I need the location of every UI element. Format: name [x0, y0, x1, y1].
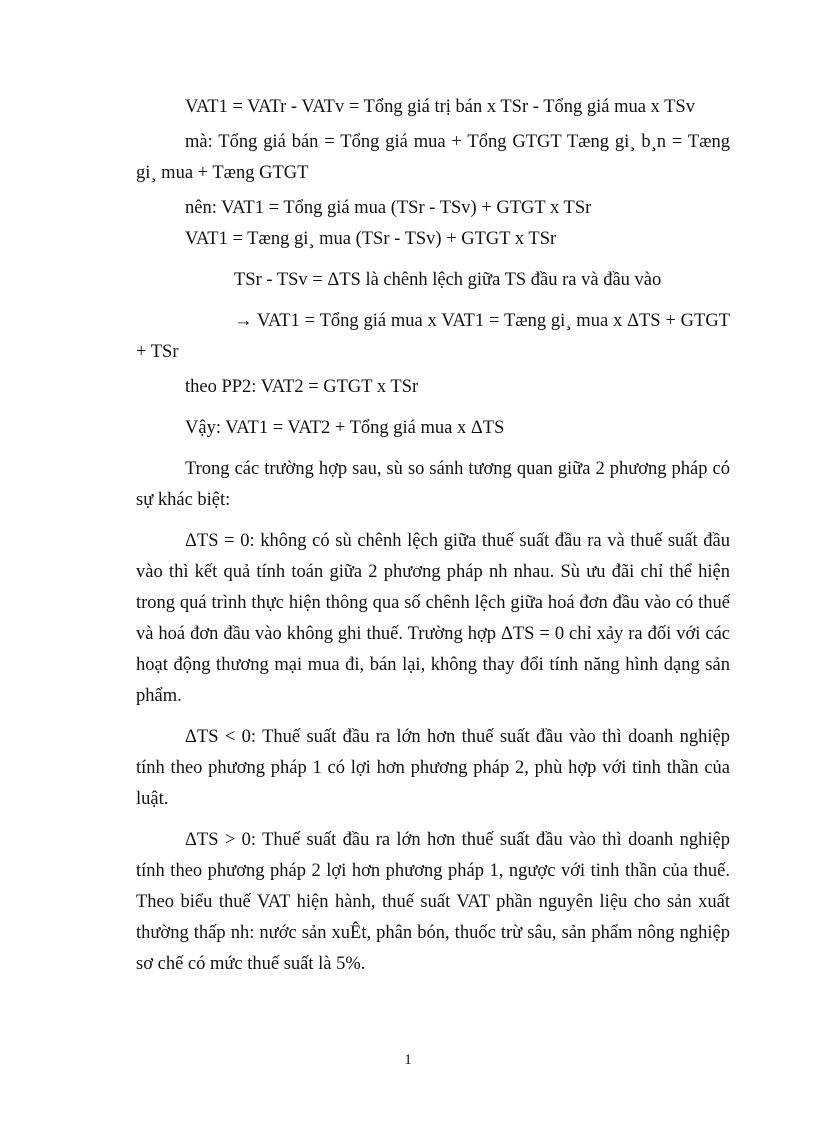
paragraph-total-sale-price: mà: Tổng giá bán = Tổng giá mua + Tổng GTGT Tæng gi¸ b¸n = Tæng gi¸ mua + Tæng GTGT [136, 132, 730, 183]
paragraph-case-delta-positive: ΔTS > 0: Thuế suất đầu ra lớn hơn thuế suất đầu vào thì doanh nghiệp tính theo phương pháp 2 lợi hơn phương pháp 1, ngược với tinh thần của thuế. Theo biểu thuế VAT hiện hành, thuế suất VAT phần nguyên liệu cho sản xuất thường thấp nh: nước sản xuÊt, phân bón, thuốc trừ sâu, sản phẩm nông nghiệp sơ chế có mức thuế suất là 5%. [136, 830, 730, 974]
paragraph-method-2: theo PP2: VAT2 = GTGT x TSr [185, 377, 419, 397]
paragraph-delta-ts-definition: TSr - TSv = ΔTS là chênh lệch giữa TS đầu ra và đầu vào [234, 270, 662, 290]
page-number: 1 [404, 1052, 412, 1068]
document-page [136, 92, 730, 984]
paragraph-vat1-alt-font: VAT1 = Tæng gi¸ mua (TSr - TSv) + GTGT x TSr [185, 229, 557, 249]
paragraph-vat1-definition: VAT1 = VATr - VATv = Tổng giá trị bán x TSr - Tổng giá mua x TSv [185, 97, 695, 117]
paragraph-conclusion-formula: Vậy: VAT1 = VAT2 + Tổng giá mua x ΔTS [185, 418, 505, 438]
paragraph-vat1-result-text: VAT1 = Tổng giá mua x VAT1 = Tæng gi¸ mua x ΔTS + GTGT + TSr [136, 311, 730, 362]
paragraph-case-delta-zero: ΔTS = 0: không có sù chênh lệch giữa thuế suất đầu ra và thuế suất đầu vào thì kết quả tính toán giữa 2 phương pháp nh nhau. Sù ưu đãi chỉ thể hiện trong quá trình thực hiện thông qua số chênh lệch giữa hoá đơn đầu vào có thuế và hoá đơn đầu vào không ghi thuế. Trường hợp ΔTS = 0 chỉ xảy ra đối với các hoạt động thương mại mua đi, bán lại, không thay đổi tính năng hình dạng sản phẩm. [136, 531, 730, 706]
paragraph-vat1-result [136, 306, 730, 368]
paragraph-comparison-intro: Trong các trường hợp sau, sù so sánh tương quan giữa 2 phương pháp có sự khác biệt: [136, 459, 730, 510]
paragraph-case-delta-negative: ΔTS < 0: Thuế suất đầu ra lớn hơn thuế suất đầu vào thì doanh nghiệp tính theo phương pháp 1 có lợi hơn phương pháp 2, phù hợp với tinh thần của luật. [136, 727, 730, 809]
paragraph-so-vat1: nên: VAT1 = Tổng giá mua (TSr - TSv) + GTGT x TSr [185, 198, 592, 218]
arrow-right-icon: → [234, 311, 253, 331]
